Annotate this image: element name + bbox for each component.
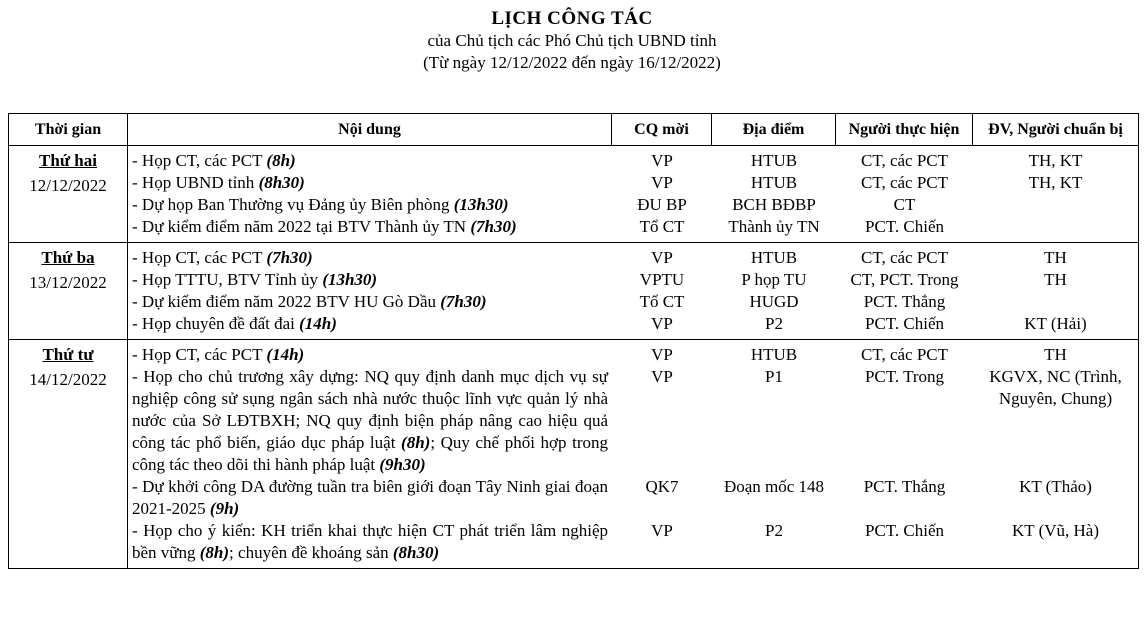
item-content-cell bbox=[128, 366, 612, 476]
item-time: (8h) bbox=[266, 151, 296, 170]
schedule-item bbox=[128, 366, 1138, 476]
item-performer: PCT. Chiến bbox=[864, 314, 945, 333]
schedule-item bbox=[128, 313, 1138, 335]
item-content: - Họp CT, các PCT bbox=[132, 151, 267, 170]
col-header-content: Nội dung bbox=[128, 114, 612, 146]
item-time: (7h30) bbox=[470, 217, 517, 236]
item-preparer: KT (Hải) bbox=[1024, 314, 1087, 333]
item-inviting-agency: VP bbox=[651, 345, 673, 364]
item-preparer: KT (Thảo) bbox=[1019, 477, 1092, 496]
item-performer: CT, các PCT bbox=[860, 248, 949, 267]
item-time: (14h) bbox=[266, 345, 305, 364]
item-inviting-agency: ĐU BP bbox=[637, 195, 687, 214]
item-content: - Họp cho chủ trương xây dựng: NQ quy định danh mục dịch vụ sự nghiệp công sử sụng ngân sách nhà nước thuộc lĩnh vực quản lý nhà nước của Sở LĐTBXH; NQ quy định biện pháp nâng cao hiệu quả công tác phổ biến, giáo dục pháp luật bbox=[132, 367, 608, 452]
item-time: (8h) bbox=[401, 433, 431, 452]
day-date: 12/12/2022 bbox=[29, 176, 107, 195]
day-row bbox=[9, 243, 1139, 340]
item-content-cell bbox=[128, 344, 612, 366]
day-cell bbox=[9, 243, 128, 340]
day-items-cell bbox=[128, 340, 1139, 569]
schedule-item bbox=[128, 269, 1138, 291]
item-content-cell bbox=[128, 216, 612, 238]
item-location: HUGD bbox=[749, 292, 799, 311]
schedule-item bbox=[128, 194, 1138, 216]
item-location: BCH BĐBP bbox=[732, 195, 816, 214]
day-items-cell bbox=[128, 243, 1139, 340]
schedule-table bbox=[8, 113, 1139, 569]
schedule-item bbox=[128, 344, 1138, 366]
item-content-cell bbox=[128, 247, 612, 269]
item-preparer: TH, KT bbox=[1028, 151, 1083, 170]
item-content-cell bbox=[128, 291, 612, 313]
item-performer: CT, các PCT bbox=[860, 345, 949, 364]
col-header-time: Thời gian bbox=[9, 114, 128, 146]
item-content-extra: ; Quy chế phối hợp trong công tác theo dõi thi hành pháp luật bbox=[132, 433, 608, 474]
schedule-item bbox=[128, 476, 1138, 520]
item-preparer bbox=[973, 216, 1138, 238]
col-header-inviting-agency: CQ mời bbox=[612, 114, 712, 146]
item-content-cell bbox=[128, 194, 612, 216]
item-time-extra: (9h30) bbox=[379, 455, 426, 474]
item-performer: PCT. Chiến bbox=[864, 217, 945, 236]
item-time: (9h) bbox=[209, 499, 240, 518]
item-time-extra: (8h30) bbox=[392, 543, 440, 562]
item-time: (7h30) bbox=[440, 292, 487, 311]
item-performer: CT, các PCT bbox=[860, 173, 949, 192]
day-cell bbox=[9, 340, 128, 569]
day-name: Thứ ba bbox=[41, 248, 95, 267]
item-location: P họp TU bbox=[741, 270, 807, 289]
day-date: 13/12/2022 bbox=[29, 273, 107, 292]
item-content-cell bbox=[128, 269, 612, 291]
item-content-cell bbox=[128, 172, 612, 194]
item-content-cell bbox=[128, 150, 612, 172]
item-preparer: TH bbox=[1044, 270, 1067, 289]
item-inviting-agency: VP bbox=[651, 314, 673, 333]
item-time: (8h30) bbox=[258, 173, 305, 192]
item-content: - Họp UBND tỉnh bbox=[132, 173, 259, 192]
item-location: Thành ủy TN bbox=[728, 217, 820, 236]
col-header-performer: Người thực hiện bbox=[836, 114, 973, 146]
item-location: Đoạn mốc 148 bbox=[723, 477, 825, 496]
item-content: - Họp CT, các PCT bbox=[132, 345, 267, 364]
item-location: HTUB bbox=[750, 173, 798, 192]
item-content: - Họp CT, các PCT bbox=[132, 248, 267, 267]
item-inviting-agency: VP bbox=[651, 248, 673, 267]
item-preparer: KT (Vũ, Hà) bbox=[1011, 521, 1100, 540]
item-location: P2 bbox=[765, 521, 783, 540]
item-content-cell bbox=[128, 520, 612, 564]
item-content: - Họp chuyên đề đất đai bbox=[132, 314, 300, 333]
item-time: (13h30) bbox=[322, 270, 378, 289]
item-performer: CT bbox=[893, 195, 916, 214]
day-name: Thứ tư bbox=[42, 345, 94, 364]
schedule-item bbox=[128, 216, 1138, 238]
item-performer: PCT. Chiến bbox=[864, 521, 945, 540]
item-performer: PCT. Thắng bbox=[863, 292, 946, 311]
item-preparer: KGVX, NC (Trình, Nguyên, Chung) bbox=[989, 367, 1122, 408]
item-content-extra: ; chuyên đề khoáng sản bbox=[229, 543, 393, 562]
day-items-cell bbox=[128, 146, 1139, 243]
item-inviting-agency: VPTU bbox=[639, 270, 685, 289]
col-header-preparer: ĐV, Người chuẩn bị bbox=[973, 114, 1139, 146]
item-content: - Họp cho ý kiến: KH triển khai thực hiện CT phát triển lâm nghiệp bền vững bbox=[132, 521, 608, 562]
item-location: P2 bbox=[765, 314, 783, 333]
item-preparer: TH bbox=[1044, 248, 1067, 267]
schedule-subtitle: của Chủ tịch các Phó Chủ tịch UBND tỉnh bbox=[427, 31, 717, 50]
item-location: HTUB bbox=[750, 248, 798, 267]
item-content-cell bbox=[128, 476, 612, 520]
item-time: (7h30) bbox=[266, 248, 313, 267]
schedule-item bbox=[128, 172, 1138, 194]
item-content: - Dự kiểm điểm năm 2022 tại BTV Thành ủy TN bbox=[132, 217, 471, 236]
schedule-item bbox=[128, 247, 1138, 269]
item-inviting-agency: VP bbox=[651, 151, 673, 170]
item-preparer bbox=[973, 291, 1138, 313]
item-performer: PCT. Trong bbox=[864, 367, 945, 386]
item-time: (8h) bbox=[199, 543, 230, 562]
day-name: Thứ hai bbox=[39, 151, 97, 170]
day-row bbox=[9, 146, 1139, 243]
item-content: - Họp TTTU, BTV Tỉnh ủy bbox=[132, 270, 323, 289]
table-header-row bbox=[9, 114, 1139, 146]
item-location: HTUB bbox=[750, 151, 798, 170]
item-time: (13h30) bbox=[453, 195, 509, 214]
item-preparer bbox=[973, 194, 1138, 216]
item-content-cell bbox=[128, 313, 612, 335]
item-inviting-agency: VP bbox=[651, 367, 673, 386]
item-inviting-agency: Tổ CT bbox=[639, 292, 685, 311]
item-performer: PCT. Thắng bbox=[863, 477, 946, 496]
day-cell bbox=[9, 146, 128, 243]
schedule-item bbox=[128, 520, 1138, 564]
schedule-title: LỊCH CÔNG TÁC bbox=[491, 8, 653, 29]
item-performer: CT, các PCT bbox=[860, 151, 949, 170]
item-inviting-agency: Tổ CT bbox=[639, 217, 685, 236]
schedule-period: (Từ ngày 12/12/2022 đến ngày 16/12/2022) bbox=[423, 53, 721, 72]
schedule-item bbox=[128, 291, 1138, 313]
day-row bbox=[9, 340, 1139, 569]
item-performer: CT, PCT. Trong bbox=[850, 270, 959, 289]
item-inviting-agency: VP bbox=[651, 521, 673, 540]
item-location: P1 bbox=[765, 367, 783, 386]
schedule-item bbox=[128, 150, 1138, 172]
item-inviting-agency: VP bbox=[651, 173, 673, 192]
item-time: (14h) bbox=[299, 314, 337, 333]
item-inviting-agency: QK7 bbox=[645, 477, 679, 496]
item-content: - Dự kiểm điểm năm 2022 BTV HU Gò Dầu bbox=[132, 292, 441, 311]
item-content: - Dự khởi công DA đường tuần tra biên giới đoạn Tây Ninh giai đoạn 2021-2025 bbox=[132, 477, 608, 518]
item-content: - Dự họp Ban Thường vụ Đảng ủy Biên phòng bbox=[132, 195, 454, 214]
item-preparer: TH bbox=[1044, 345, 1067, 364]
item-preparer: TH, KT bbox=[1028, 173, 1083, 192]
col-header-location: Địa điểm bbox=[712, 114, 836, 146]
item-location: HTUB bbox=[750, 345, 798, 364]
day-date: 14/12/2022 bbox=[29, 370, 107, 389]
